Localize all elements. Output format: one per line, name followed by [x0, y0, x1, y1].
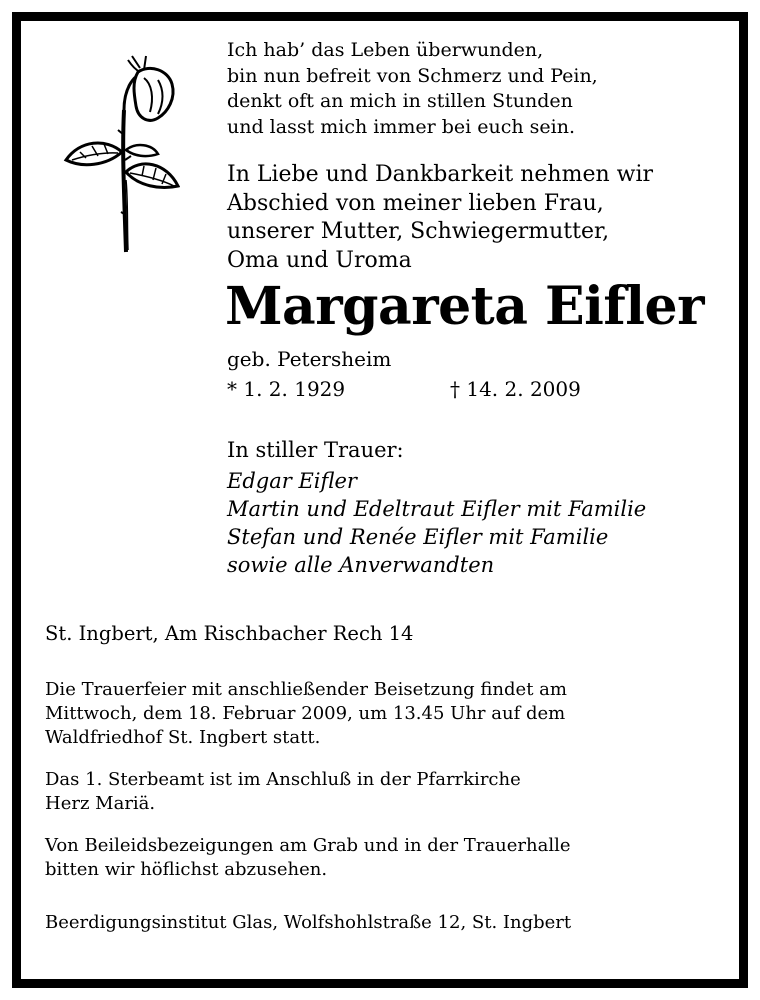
poem-line: denkt oft an mich in stillen Stunden — [227, 90, 573, 112]
mass-line: Das 1. Sterbeamt ist im Anschluß in der Pfarrkirche — [45, 769, 521, 790]
condolences-paragraph — [45, 834, 571, 882]
funeral-home: Beerdigungsinstitut Glas, Wolfshohlstraße 12, St. Ingbert — [45, 912, 572, 933]
life-dates — [227, 376, 687, 402]
birth-name: geb. Petersheim — [227, 347, 392, 371]
ceremony-line: Die Trauerfeier mit anschließender Beisetzung findet am — [45, 679, 567, 700]
ceremony-line: Mittwoch, dem 18. Februar 2009, um 13.45 Uhr auf dem — [45, 703, 566, 724]
mass-line: Herz Mariä. — [45, 793, 156, 814]
mourners-heading: In stiller Trauer: — [227, 438, 404, 462]
poem-line: und lasst mich immer bei euch sein. — [227, 115, 576, 138]
intro-line: unserer Mutter, Schwiegermutter, — [227, 219, 610, 244]
mass-paragraph — [45, 768, 521, 816]
announcement-intro — [227, 161, 653, 275]
poem-line: Ich hab’ das Leben überwunden, — [227, 39, 544, 61]
mourner-name: sowie alle Anverwandten — [227, 553, 495, 577]
intro-line: Abschied von meiner lieben Frau, — [227, 190, 604, 216]
poem-line: bin nun befreit von Schmerz und Pein, — [227, 64, 598, 87]
mourner-name: Edgar Eifler — [227, 469, 357, 493]
condolences-line: bitten wir höflichst abzusehen. — [45, 859, 328, 880]
death-date: † 14. 2. 2009 — [450, 377, 581, 401]
intro-line: Oma und Uroma — [227, 247, 412, 273]
mourner-name: Stefan und Renée Eifler mit Familie — [227, 525, 609, 549]
memorial-poem — [227, 38, 598, 140]
ceremony-line: Waldfriedhof St. Ingbert statt. — [45, 727, 321, 748]
ceremony-paragraph — [45, 678, 567, 750]
intro-line: In Liebe und Dankbarkeit nehmen wir — [227, 162, 654, 187]
wilted-rose-icon — [40, 40, 180, 255]
condolences-line: Von Beileidsbezeigungen am Grab und in der Trauerhalle — [45, 835, 571, 856]
family-address: St. Ingbert, Am Rischbacher Rech 14 — [45, 622, 414, 645]
deceased-name: Margareta Eifler — [225, 276, 704, 337]
birth-date: * 1. 2. 1929 — [227, 377, 346, 401]
mourners-list — [227, 467, 646, 579]
mourner-name: Martin und Edeltraut Eifler mit Familie — [227, 497, 647, 521]
